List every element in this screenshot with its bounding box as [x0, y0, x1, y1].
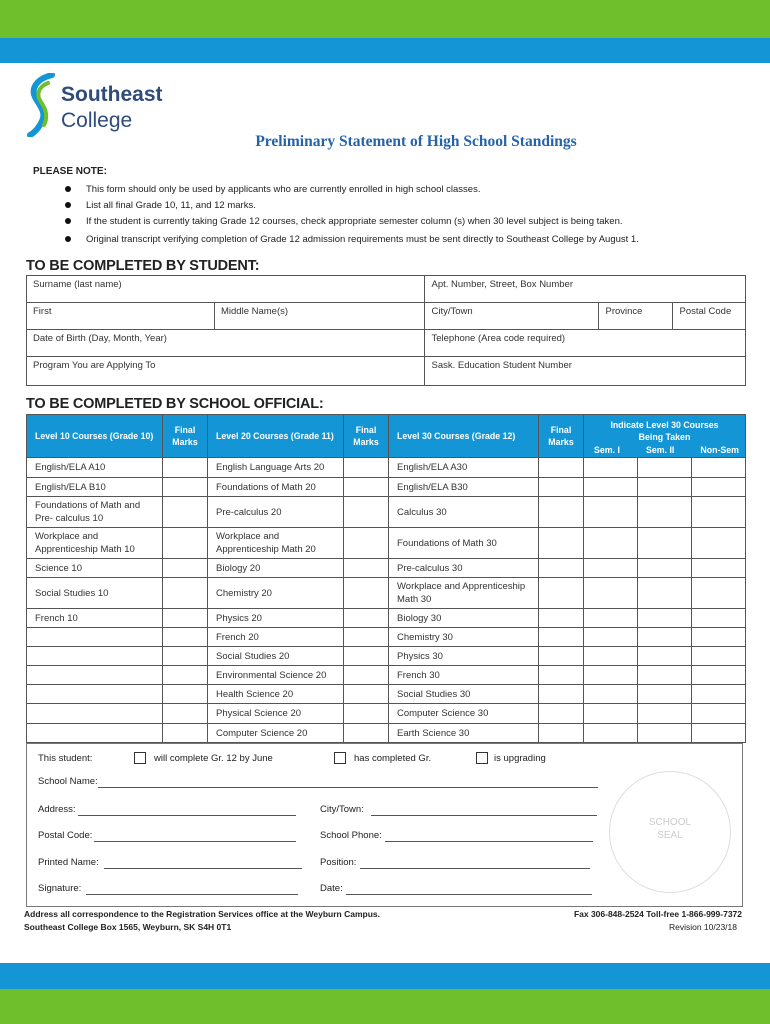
final-label: Final — [550, 425, 572, 435]
complete-june-label: will complete Gr. 12 by June — [154, 753, 273, 764]
logo-line2: College — [61, 109, 133, 132]
sem1-cell[interactable] — [584, 609, 638, 628]
col-final-marks-header — [539, 415, 584, 458]
nonsem-cell[interactable] — [691, 685, 745, 704]
sem2-cell[interactable] — [637, 578, 691, 609]
course-row — [27, 704, 746, 724]
student-info-table — [26, 275, 746, 386]
sem2-cell[interactable] — [637, 685, 691, 704]
completed-checkbox[interactable] — [334, 752, 346, 764]
sem1-cell[interactable] — [584, 647, 638, 666]
this-student-label: This student: — [38, 753, 93, 764]
completed-label: has completed Gr. — [354, 753, 432, 764]
level20-course: Social Studies 20 — [208, 647, 344, 666]
course-rows — [27, 458, 746, 743]
printed-name-field[interactable] — [104, 868, 302, 869]
course-row — [27, 628, 746, 647]
level20-mark-cell[interactable] — [344, 528, 389, 559]
program-field[interactable]: Program You are Applying To — [27, 357, 425, 386]
level20-course: Foundations of Math 20 — [208, 478, 344, 497]
nonsem-cell[interactable] — [691, 578, 745, 609]
level10-course: English/ELA B10 — [27, 478, 163, 497]
level30-mark-cell[interactable] — [539, 685, 584, 704]
level30-mark-cell[interactable] — [539, 578, 584, 609]
note-item: If the student is currently taking Grade 12 courses, check appropriate semester column (s) when 30 level subject is being taken. — [86, 216, 623, 227]
level20-mark-cell[interactable] — [344, 458, 389, 478]
nonsem-cell[interactable] — [691, 666, 745, 685]
nonsem-cell[interactable] — [691, 647, 745, 666]
logo-swoosh-icon — [26, 73, 60, 137]
level20-course: English Language Arts 20 — [208, 458, 344, 478]
level20-mark-cell[interactable] — [344, 497, 389, 528]
col-level20-header: Level 20 Courses (Grade 11) — [208, 415, 344, 458]
date-label: Date: — [320, 883, 343, 894]
course-row — [27, 559, 746, 578]
col-level10-header: Level 10 Courses (Grade 10) — [27, 415, 163, 458]
sem1-cell[interactable] — [584, 666, 638, 685]
level10-mark-cell[interactable] — [163, 497, 208, 528]
address-label: Address: — [38, 804, 76, 815]
province-field[interactable]: Province — [599, 303, 673, 330]
level20-mark-cell[interactable] — [344, 666, 389, 685]
semester-header — [584, 415, 746, 458]
school-name-label: School Name: — [38, 776, 98, 787]
course-row — [27, 609, 746, 628]
footer-revision: Revision 10/23/18 — [668, 922, 737, 932]
level10-course[interactable] — [27, 685, 163, 704]
sem2-cell[interactable] — [637, 528, 691, 559]
postal-label: Postal Code: — [38, 830, 93, 841]
level10-course[interactable] — [27, 704, 163, 724]
level10-course[interactable] — [27, 628, 163, 647]
course-row — [27, 478, 746, 497]
sem1-cell[interactable] — [584, 685, 638, 704]
level30-course: Workplace and Apprenticeship Math 30 — [389, 578, 539, 609]
marks-label: Marks — [172, 437, 198, 447]
level20-course: Computer Science 20 — [208, 724, 344, 743]
level10-course: Workplace and Apprenticeship Math 10 — [27, 528, 163, 559]
upgrading-checkbox[interactable] — [476, 752, 488, 764]
first-name-field[interactable]: First — [27, 303, 215, 330]
level10-course[interactable] — [27, 647, 163, 666]
city-label: City/Town: — [320, 804, 364, 815]
level10-course: Science 10 — [27, 559, 163, 578]
level30-mark-cell[interactable] — [539, 478, 584, 497]
course-row — [27, 578, 746, 609]
level30-mark-cell[interactable] — [539, 528, 584, 559]
address-field[interactable]: Apt. Number, Street, Box Number — [425, 276, 746, 303]
level30-course: Chemistry 30 — [389, 628, 539, 647]
sask-number-field[interactable]: Sask. Education Student Number — [425, 357, 746, 386]
position-field[interactable] — [360, 868, 590, 869]
address-field[interactable] — [78, 815, 296, 816]
course-row — [27, 497, 746, 528]
level10-mark-cell[interactable] — [163, 578, 208, 609]
nonsem-cell[interactable] — [691, 609, 745, 628]
level10-course: Foundations of Math and Pre- calculus 10 — [27, 497, 163, 528]
sem2-cell[interactable] — [637, 609, 691, 628]
level30-mark-cell[interactable] — [539, 458, 584, 478]
nonsem-label: Non-Sem — [700, 445, 739, 455]
level30-course: Calculus 30 — [389, 497, 539, 528]
sem2-cell[interactable] — [637, 647, 691, 666]
level30-mark-cell[interactable] — [539, 704, 584, 724]
school-seal-text — [609, 816, 731, 842]
sem2-cell[interactable] — [637, 559, 691, 578]
nonsem-cell[interactable] — [691, 528, 745, 559]
courses-table — [26, 414, 746, 743]
nonsem-cell[interactable] — [691, 559, 745, 578]
middle-name-field[interactable]: Middle Name(s) — [215, 303, 425, 330]
sem2-cell[interactable] — [637, 666, 691, 685]
level10-mark-cell[interactable] — [163, 628, 208, 647]
sem2-cell[interactable] — [637, 628, 691, 647]
student-section-heading: TO BE COMPLETED BY STUDENT: — [26, 258, 260, 274]
seal-line2: SEAL — [657, 830, 683, 841]
footer-correspondence: Address all correspondence to the Registration Services office at the Weyburn Campus. — [24, 909, 380, 919]
bullet-icon — [65, 236, 71, 242]
level20-mark-cell[interactable] — [344, 704, 389, 724]
sem1-cell[interactable] — [584, 578, 638, 609]
level10-mark-cell[interactable] — [163, 559, 208, 578]
level10-mark-cell[interactable] — [163, 609, 208, 628]
level10-mark-cell[interactable] — [163, 647, 208, 666]
note-item: Original transcript verifying completion of Grade 12 admission requirements must be sent directly to Southeast College by August 1. — [86, 234, 639, 245]
level10-mark-cell[interactable] — [163, 666, 208, 685]
level10-mark-cell[interactable] — [163, 724, 208, 743]
footer-address: Southeast College Box 1565, Weyburn, SK S4H 0T1 — [24, 922, 232, 932]
school-phone-field[interactable] — [385, 841, 593, 842]
indicate-label: Indicate Level 30 Courses Being Taken — [610, 420, 719, 442]
level10-course: Social Studies 10 — [27, 578, 163, 609]
page-title: Preliminary Statement of High School Standings — [255, 133, 577, 150]
nonsem-cell[interactable] — [691, 724, 745, 743]
level20-course: Chemistry 20 — [208, 578, 344, 609]
sem2-cell[interactable] — [637, 458, 691, 478]
marks-label: Marks — [353, 437, 379, 447]
level20-course: Environmental Science 20 — [208, 666, 344, 685]
level30-mark-cell[interactable] — [539, 628, 584, 647]
signature-field[interactable] — [86, 894, 298, 895]
level10-course[interactable] — [27, 666, 163, 685]
printed-name-label: Printed Name: — [38, 857, 99, 868]
level30-mark-cell[interactable] — [539, 666, 584, 685]
sem1-cell[interactable] — [584, 724, 638, 743]
city-field[interactable] — [371, 815, 597, 816]
footer-green-band — [0, 989, 770, 1024]
level10-mark-cell[interactable] — [163, 478, 208, 497]
sem1-cell[interactable] — [584, 497, 638, 528]
city-field[interactable]: City/Town — [425, 303, 599, 330]
level20-mark-cell[interactable] — [344, 685, 389, 704]
sem1-cell[interactable] — [584, 559, 638, 578]
sem1-label: Sem. I — [594, 445, 620, 455]
sem2-label: Sem. II — [645, 445, 675, 455]
col-level30-header: Level 30 Courses (Grade 12) — [389, 415, 539, 458]
sem2-cell[interactable] — [637, 497, 691, 528]
school-name-field[interactable] — [98, 787, 598, 788]
level10-course: French 10 — [27, 609, 163, 628]
official-section-heading: TO BE COMPLETED BY SCHOOL OFFICIAL: — [26, 396, 324, 412]
position-label: Position: — [320, 857, 357, 868]
nonsem-cell[interactable] — [691, 704, 745, 724]
note-item: List all final Grade 10, 11, and 12 marks. — [86, 200, 256, 211]
level30-mark-cell[interactable] — [539, 609, 584, 628]
course-row — [27, 458, 746, 478]
course-row — [27, 528, 746, 559]
level20-mark-cell[interactable] — [344, 628, 389, 647]
level30-course: English/ELA B30 — [389, 478, 539, 497]
level20-mark-cell[interactable] — [344, 609, 389, 628]
level20-mark-cell[interactable] — [344, 559, 389, 578]
sem2-cell[interactable] — [637, 478, 691, 497]
bullet-icon — [65, 202, 71, 208]
level20-course: Workplace and Apprenticeship Math 20 — [208, 528, 344, 559]
level30-course: Biology 30 — [389, 609, 539, 628]
bullet-icon — [65, 186, 71, 192]
footer-contact: Fax 306-848-2524 Toll-free 1-866-999-7372 — [573, 909, 742, 919]
level10-mark-cell[interactable] — [163, 685, 208, 704]
level30-course: French 30 — [389, 666, 539, 685]
surname-field[interactable]: Surname (last name) — [27, 276, 425, 303]
signature-label: Signature: — [38, 883, 82, 894]
dob-field[interactable]: Date of Birth (Day, Month, Year) — [27, 330, 425, 357]
level30-mark-cell[interactable] — [539, 724, 584, 743]
upgrading-label: is upgrading — [494, 753, 546, 764]
college-logo — [26, 73, 176, 137]
level30-course: English/ELA A30 — [389, 458, 539, 478]
level20-mark-cell[interactable] — [344, 724, 389, 743]
postal-field[interactable] — [94, 841, 296, 842]
date-field[interactable] — [346, 894, 592, 895]
col-final-marks-header — [163, 415, 208, 458]
level30-course: Earth Science 30 — [389, 724, 539, 743]
level20-mark-cell[interactable] — [344, 647, 389, 666]
level30-mark-cell[interactable] — [539, 647, 584, 666]
level10-mark-cell[interactable] — [163, 528, 208, 559]
school-phone-label: School Phone: — [320, 830, 382, 841]
marks-label: Marks — [548, 437, 574, 447]
level20-course: French 20 — [208, 628, 344, 647]
level30-course: Physics 30 — [389, 647, 539, 666]
sem2-cell[interactable] — [637, 724, 691, 743]
logo-line1: Southeast — [61, 83, 163, 106]
col-final-marks-header — [344, 415, 389, 458]
postal-code-field[interactable]: Postal Code — [673, 303, 746, 330]
level10-course: English/ELA A10 — [27, 458, 163, 478]
phone-field[interactable]: Telephone (Area code required) — [425, 330, 746, 357]
sem1-cell[interactable] — [584, 458, 638, 478]
footer-blue-band — [0, 963, 770, 989]
nonsem-cell[interactable] — [691, 497, 745, 528]
sem1-cell[interactable] — [584, 628, 638, 647]
course-row — [27, 685, 746, 704]
course-row — [27, 647, 746, 666]
level20-course: Physics 20 — [208, 609, 344, 628]
level20-mark-cell[interactable] — [344, 578, 389, 609]
level20-course: Pre-calculus 20 — [208, 497, 344, 528]
level30-course: Foundations of Math 30 — [389, 528, 539, 559]
level30-course: Social Studies 30 — [389, 685, 539, 704]
level20-course: Biology 20 — [208, 559, 344, 578]
sem2-cell[interactable] — [637, 704, 691, 724]
level30-mark-cell[interactable] — [539, 559, 584, 578]
level20-course: Health Science 20 — [208, 685, 344, 704]
level10-mark-cell[interactable] — [163, 458, 208, 478]
seal-line1: SCHOOL — [648, 817, 692, 828]
header-green-band — [0, 0, 770, 38]
final-label: Final — [355, 425, 377, 435]
sem1-cell[interactable] — [584, 704, 638, 724]
sem1-cell[interactable] — [584, 478, 638, 497]
note-heading: PLEASE NOTE: — [33, 166, 107, 177]
nonsem-cell[interactable] — [691, 458, 745, 478]
level30-mark-cell[interactable] — [539, 497, 584, 528]
level20-course: Physical Science 20 — [208, 704, 344, 724]
header-blue-band — [0, 38, 770, 63]
final-label: Final — [174, 425, 196, 435]
level20-mark-cell[interactable] — [344, 478, 389, 497]
nonsem-cell[interactable] — [691, 628, 745, 647]
bullet-icon — [65, 218, 71, 224]
note-item: This form should only be used by applicants who are currently enrolled in high school classes. — [86, 184, 481, 195]
level30-course: Computer Science 30 — [389, 704, 539, 724]
level10-course[interactable] — [27, 724, 163, 743]
level30-course: Pre-calculus 30 — [389, 559, 539, 578]
course-row — [27, 666, 746, 685]
complete-june-checkbox[interactable] — [134, 752, 146, 764]
course-row — [27, 724, 746, 743]
sem1-cell[interactable] — [584, 528, 638, 559]
level10-mark-cell[interactable] — [163, 704, 208, 724]
nonsem-cell[interactable] — [691, 478, 745, 497]
